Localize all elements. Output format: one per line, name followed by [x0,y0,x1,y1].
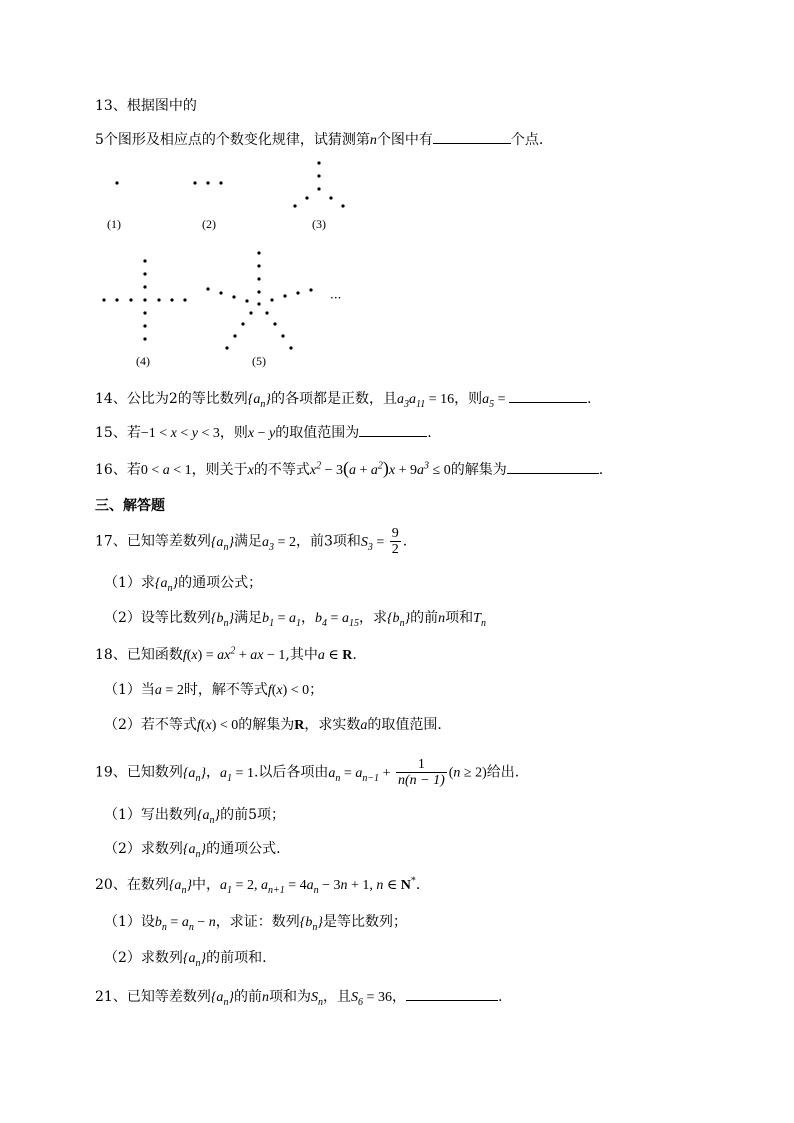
fig5-dot [225,346,228,349]
q17-s3: $S_3$ = [360,534,388,553]
fig2-dot [219,181,222,184]
fig3-dot [341,204,344,207]
fig5-dot [245,299,248,302]
figure-ellipsis: ··· [330,291,342,305]
fig4-dot [102,298,105,301]
fig5-dot [249,311,252,314]
q19-line: 19、已知数列$\{a_n\}$，$a_1 = 1$.以后各项由$a_n = a_{n-1}$ + $\frac{1}{n(n - 1)}$ (n ≥ 2)给出. [95,757,520,788]
fig4-dot [170,298,173,301]
fig3-dot [317,161,320,164]
q15-answer-blank[interactable] [359,424,427,437]
fig5-dot [283,294,286,297]
q21-line: 21、已知等差数列$\{a_n\}$的前n项和为$S_n$，且$S_6 = 36$， . [95,989,503,1008]
q20-part2: （2）求数列$\{a_n\}$的前项和. [104,950,267,969]
fig3-dot [293,204,296,207]
fig4-dot [143,285,146,288]
q18-part2: （2）若不等式f(x) < 0的解集为R，求实数a的取值范围. [104,717,442,733]
q18-part1: （1）当a = 2时，解不等式f(x) < 0； [104,682,324,698]
fig4-dot [157,298,160,301]
q16-line: 16、若0 < a < 1，则关于x的不等式$x^2 - 3(a + a^2)x + 9a^3 \le 0$的解集为 . [95,458,604,478]
q13-answer-blank[interactable] [433,131,511,144]
fig4-dot [143,272,146,275]
q20-part1: （1）设$b_n = a_n - n$，求证：数列$\{b_n\}$是等比数列； [104,914,407,933]
fig5-dot [241,322,244,325]
fig5-dot [206,287,209,290]
fig4-label: (4) [136,354,150,368]
q15-condition: −1 < x < y < 3 [140,426,220,441]
q15-expr: x − y [247,426,276,441]
q17-part2: （2）设等比数列$\{b_n\}$满足$b_1 = a_1$，$b_4 = a_{15}$，求$\{b_n\}$的前n项和$T_n$ [104,610,486,629]
fig2-dot [206,181,209,184]
fig5-dot [289,346,292,349]
q15-line: 15、若−1 < x < y < 3，则x − y的取值范围为 . [95,425,432,441]
q14-answer-blank[interactable] [509,390,587,403]
fig5-dot [273,322,276,325]
fig5-dot [257,302,260,305]
q19-recurrence: $a_n = a_{n-1}$ + [328,765,394,784]
q16-inequality: $x^2 - 3(a + a^2)x + 9a^3 \le 0$ [309,458,451,478]
q18-function: $f(x) = ax^2$ + ax − 1 [182,645,286,663]
q13-line1: 13、根据图中的 [95,98,197,114]
fig5-dot [296,291,299,294]
q19-part2: （2）求数列$\{a_n\}$的通项公式. [104,841,281,860]
fig4-dot [129,298,132,301]
q17-line: 17、已知等差数列$\{a_n\}$满足$a_3 = 2$，前3项和$S_3$ = $\frac{9}{2}$ . [95,526,408,557]
fig4-dot [115,298,118,301]
fig5-dot [257,264,260,267]
q20-recurrence: $a_1 = 2$, $a_{n+1} = 4a_n - 3n + 1$, n ∈ N* [220,875,416,896]
fig5-dot [232,295,235,298]
q17-part1: （1）求$\{a_n\}$的通项公式； [104,575,263,594]
q20-line: 20、在数列$\{a_n\}$中，$a_1 = 2$, $a_{n+1} = 4a_n - 3n + 1$, n ∈ N*. [95,875,421,896]
fig5-dot [233,334,236,337]
fig5-label: (5) [252,354,266,368]
fig5-dot [257,277,260,280]
fig3-dot [317,174,320,177]
fig4-dot [143,337,146,340]
fig2-dot [193,181,196,184]
fig2-label: (2) [202,217,216,231]
fig5-dot [257,290,260,293]
fig3-dot [329,196,332,199]
q21-answer-blank[interactable] [406,988,498,1001]
fig1-label: (1) [107,217,121,231]
fig1-dot [115,181,118,184]
fig4-dot [143,311,146,314]
fig4-dot [143,259,146,262]
fig5-dot [219,291,222,294]
q13-line2: 5个图形及相应点的个数变化规律，试猜测第n个图中有 个点. [95,132,544,148]
q14-seq-an: $\{a_n\}$ [247,392,271,410]
fig4-dot [143,298,146,301]
q17-a3: $a_3 = 2$ [262,534,296,553]
q18-line: 18、已知函数$f(x) = ax^2$ + ax − 1,其中a ∈ R. [95,645,357,663]
fig5-dot [265,311,268,314]
q19-part1: （1）写出数列$\{a_n\}$的前5项； [104,807,286,826]
q16-condition: 0 < a < 1 [140,463,192,478]
fig5-dot [270,298,273,301]
section-heading: 三、解答题 [95,498,165,514]
q19-fraction: $\frac{1}{n(n - 1)}$ [397,757,445,788]
fig3-label: (3) [312,217,326,231]
fig4-dot [183,298,186,301]
fig5-dot [281,334,284,337]
q14-a5: $a_5$ = [482,392,510,410]
fig4-dot [143,324,146,327]
fig3-dot [317,187,320,190]
q16-answer-blank[interactable] [507,461,599,474]
q14-line: 14、公比为2的等比数列$\{a_n\}$的各项都是正数，且$a_3a_{11} = 16$，则$a_5$ = . [95,391,592,410]
fig5-dot [309,288,312,291]
fig5-dot [257,251,260,254]
fig3-dot [305,196,308,199]
q17-fraction: $\frac{9}{2}$ [391,526,399,557]
q14-condition: $a_3a_{11} = 16$ [396,392,455,410]
